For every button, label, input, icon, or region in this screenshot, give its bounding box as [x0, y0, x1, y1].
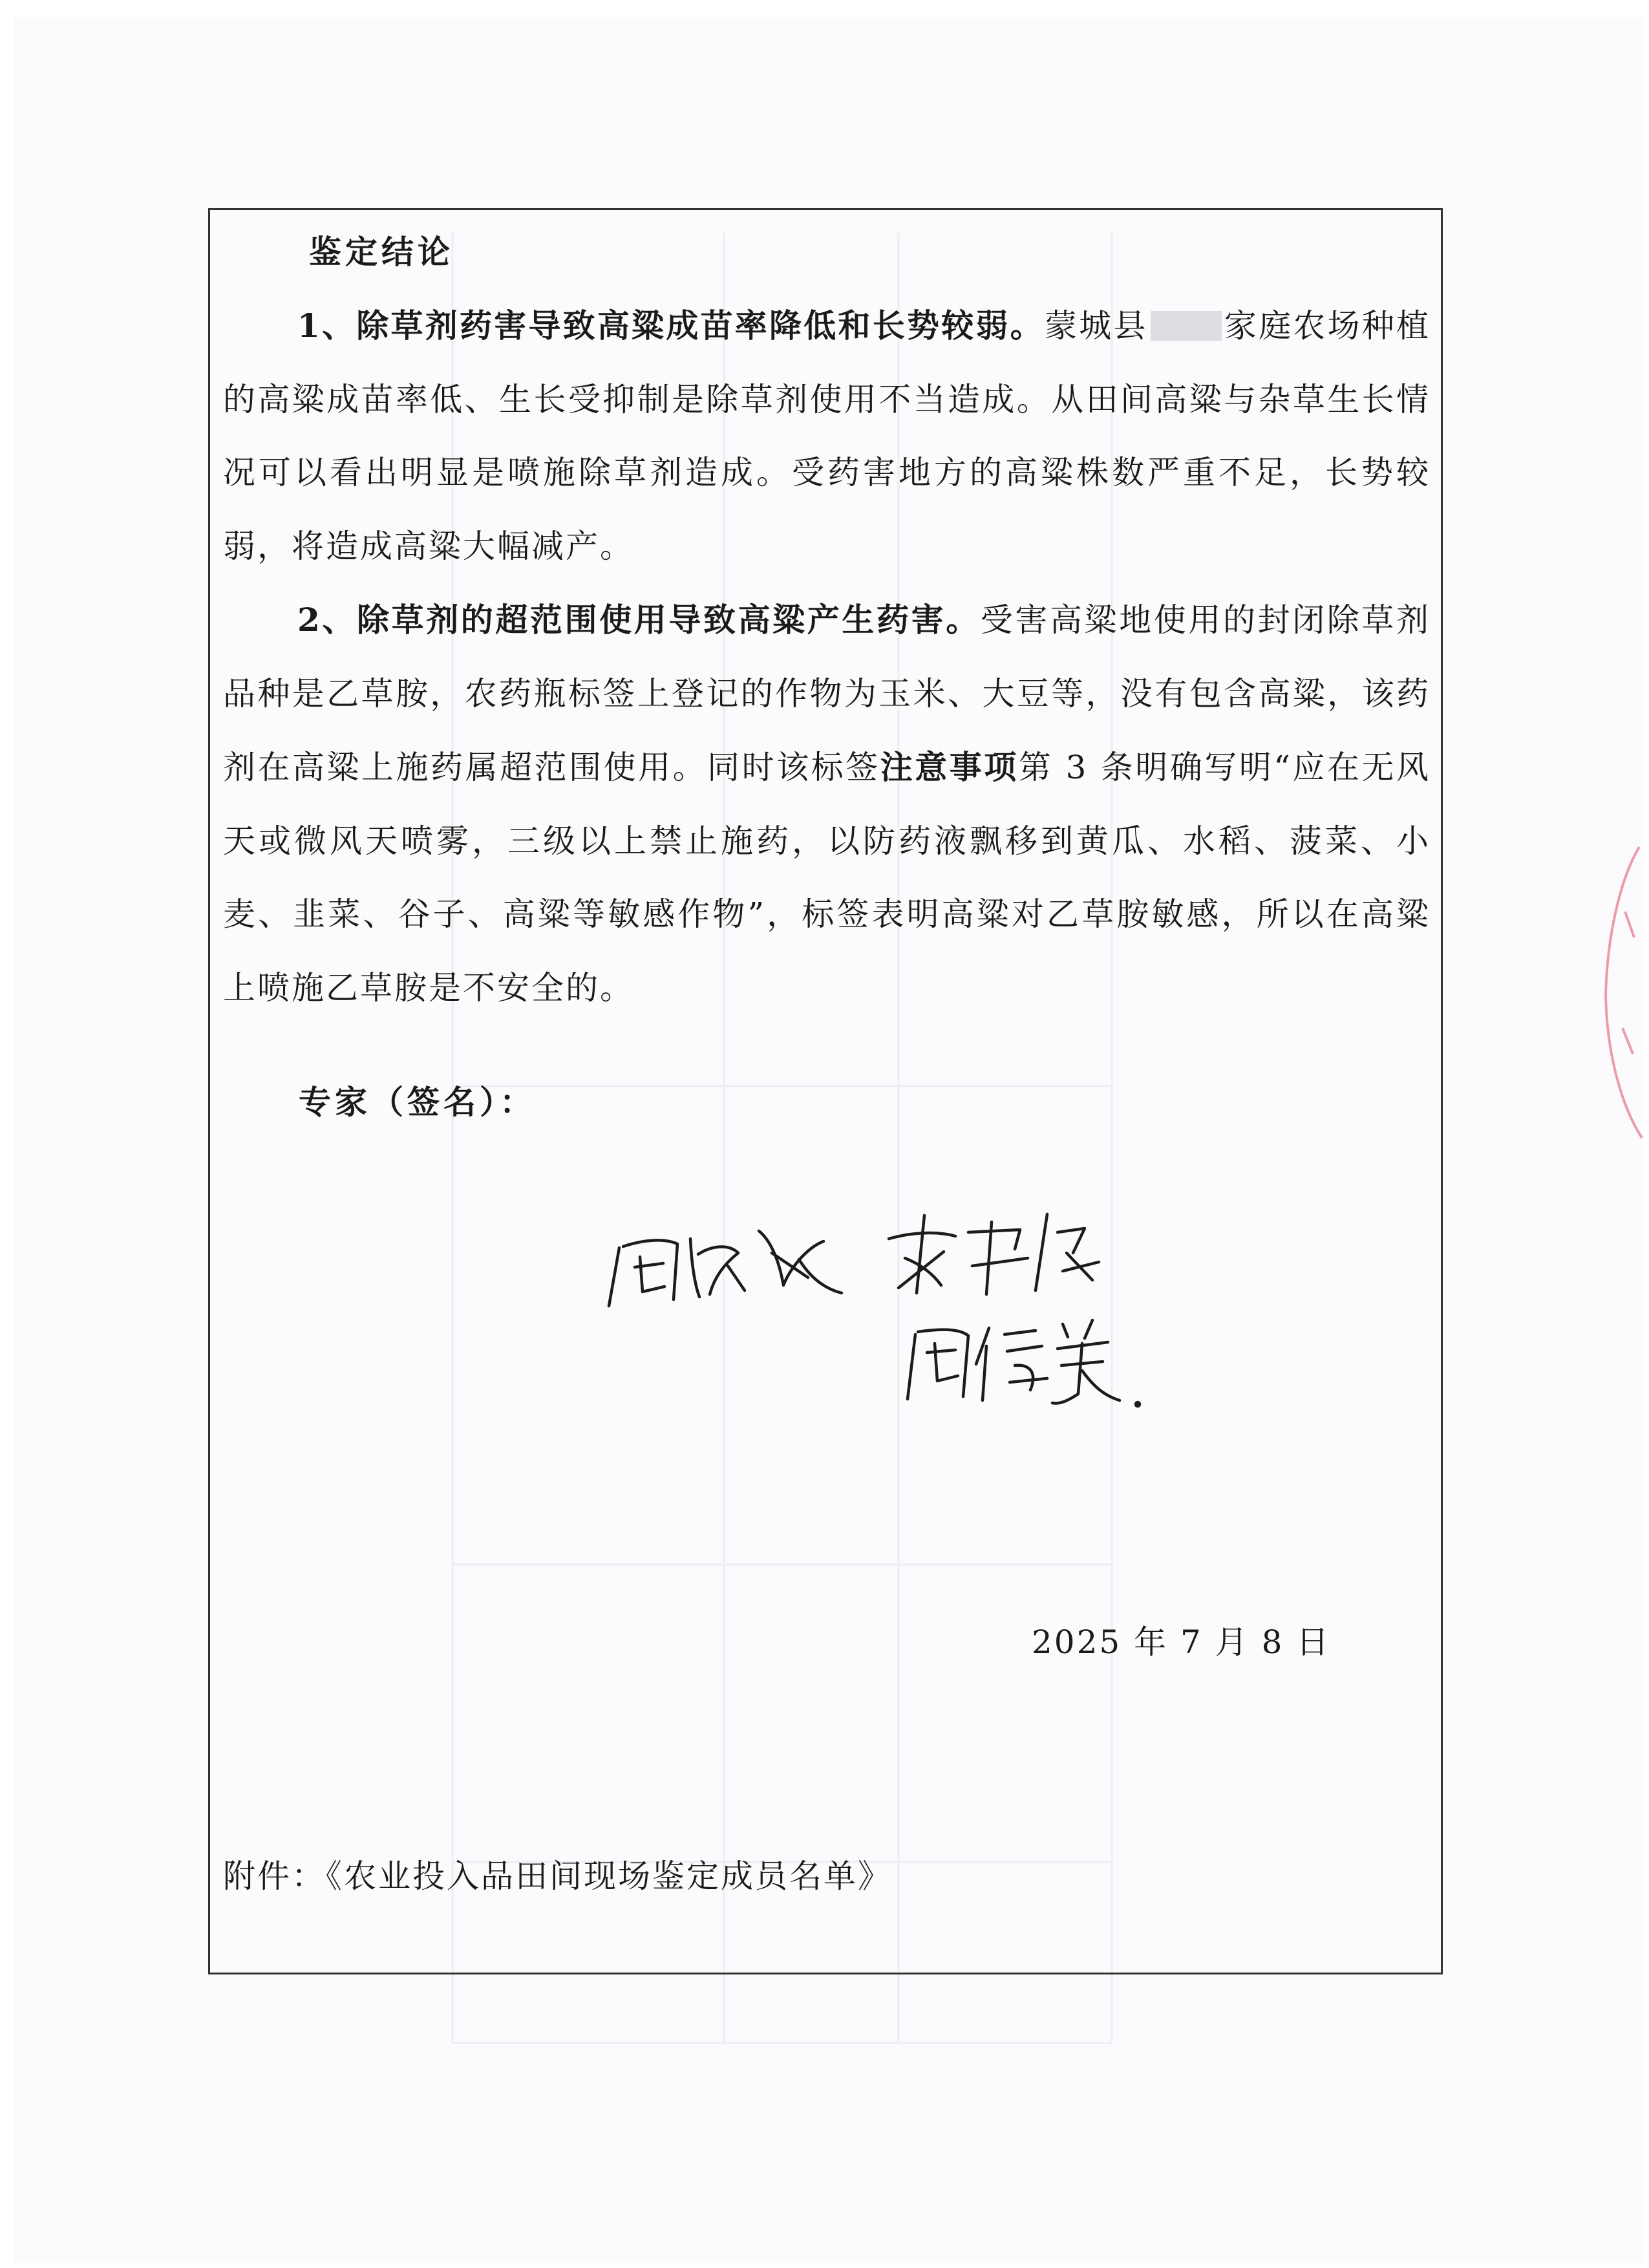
- document-date: 2025 年 7 月 8 日: [1032, 1623, 1331, 1661]
- expert-signature-label: 专家（签名）：: [299, 1083, 536, 1121]
- paragraph-2-bold-term: 注意事项: [880, 748, 1019, 786]
- paragraph-1-lead: 1、除草剂药害导致高粱成苗率降低和长势较弱。: [297, 306, 1045, 345]
- redacted-name-block: [1151, 311, 1222, 341]
- paragraph-1-body: 家庭农场种植的高粱成苗率低、生长受抑制是除草剂使用不当造成。从田间高粱与杂草生长情况可以看出明显是喷施除草剂造成。受药害地方的高粱株数严重不足，长势较弱，将造成高粱大幅减产。: [223, 307, 1431, 565]
- attachment-note: 附件：《农业投入品田间现场鉴定成员名单》: [223, 1857, 892, 1895]
- signature-1: [609, 1231, 842, 1306]
- paragraph-2-body-a: 受害高粱地使用的封闭除草剂品种是乙草胺，农药瓶标签上登记的作物为玉米、大豆等，没有包含高粱，该药剂在高粱上施药属超范围使用。同时该标签: [223, 601, 1431, 786]
- conclusion-paragraph-2: [223, 583, 1431, 1025]
- paragraph-1-prefix: 蒙城县: [1044, 307, 1148, 345]
- conclusion-paragraph-1: [223, 289, 1431, 583]
- signature-3: [908, 1320, 1140, 1406]
- paragraph-2-lead: 2、除草剂的超范围使用导致高粱产生药害。: [297, 601, 981, 639]
- paragraph-2-body-b: 第 3 条明确写明“应在无风天或微风天喷雾，三级以上禁止施药，以防药液飘移到黄瓜、水稻、菠菜、小麦、韭菜、谷子、高粱等敏感作物”，标签表明高粱对乙草胺敏感，所以在高粱上喷施乙草胺是不安全的。: [223, 749, 1431, 1007]
- handwritten-signatures: [601, 1177, 1183, 1448]
- section-heading: 鉴定结论: [309, 233, 454, 271]
- signature-2: [889, 1214, 1099, 1294]
